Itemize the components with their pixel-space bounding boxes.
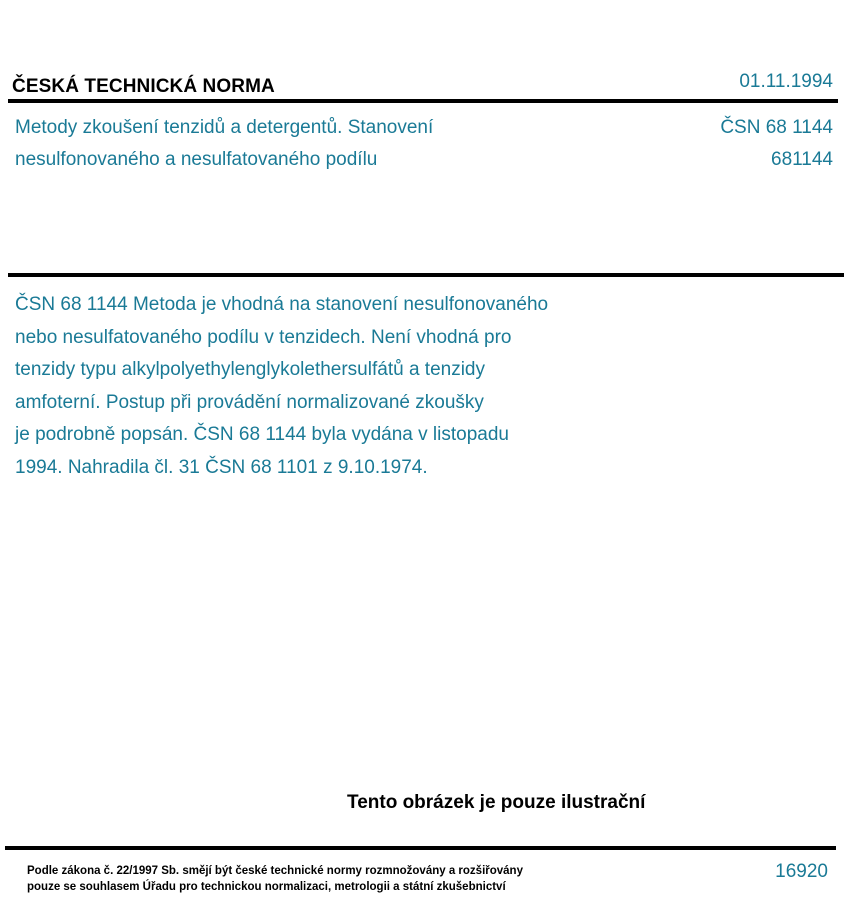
abstract-text bbox=[15, 289, 655, 484]
standard-designation: ČSN 68 1144 bbox=[720, 117, 833, 138]
footer-divider bbox=[5, 846, 836, 850]
section-divider bbox=[8, 273, 844, 277]
illustration-note: Tento obrázek je pouze ilustrační bbox=[347, 792, 646, 813]
abstract-line: tenzidy typu alkylpolyethylenglykolethersulfátů a tenzidy bbox=[15, 359, 485, 380]
abstract-line: je podrobně popsán. ČSN 68 1144 byla vydána v listopadu bbox=[15, 424, 509, 445]
abstract-line: nebo nesulfatovaného podílu v tenzidech. Není vhodná pro bbox=[15, 326, 512, 348]
abstract-line: ČSN 68 1144 Metoda je vhodná na stanovení nesulfonovaného bbox=[15, 294, 549, 315]
catalog-number: 681144 bbox=[771, 149, 833, 170]
header-divider bbox=[8, 99, 838, 103]
issue-date: 01.11.1994 bbox=[739, 71, 833, 92]
footer-number: 16920 bbox=[775, 861, 828, 882]
standard-title-line-1: Metody zkoušení tenzidů a detergentů. Stanovení bbox=[15, 117, 434, 138]
legal-notice-line: pouze se souhlasem Úřadu pro technickou normalizaci, metrologii a státní zkušebnictví bbox=[27, 881, 506, 893]
document-header-title: ČESKÁ TECHNICKÁ NORMA bbox=[12, 76, 275, 97]
abstract-line: amfoterní. Postup při provádění normalizované zkoušky bbox=[15, 391, 484, 413]
abstract-line: 1994. Nahradila čl. 31 ČSN 68 1101 z 9.10.1974. bbox=[15, 456, 428, 478]
legal-notice bbox=[27, 863, 523, 895]
legal-notice-line: Podle zákona č. 22/1997 Sb. smějí být české technické normy rozmnožovány a rozšiřovány bbox=[27, 865, 523, 877]
standard-title-line-2: nesulfonovaného a nesulfatovaného podílu bbox=[15, 149, 378, 170]
